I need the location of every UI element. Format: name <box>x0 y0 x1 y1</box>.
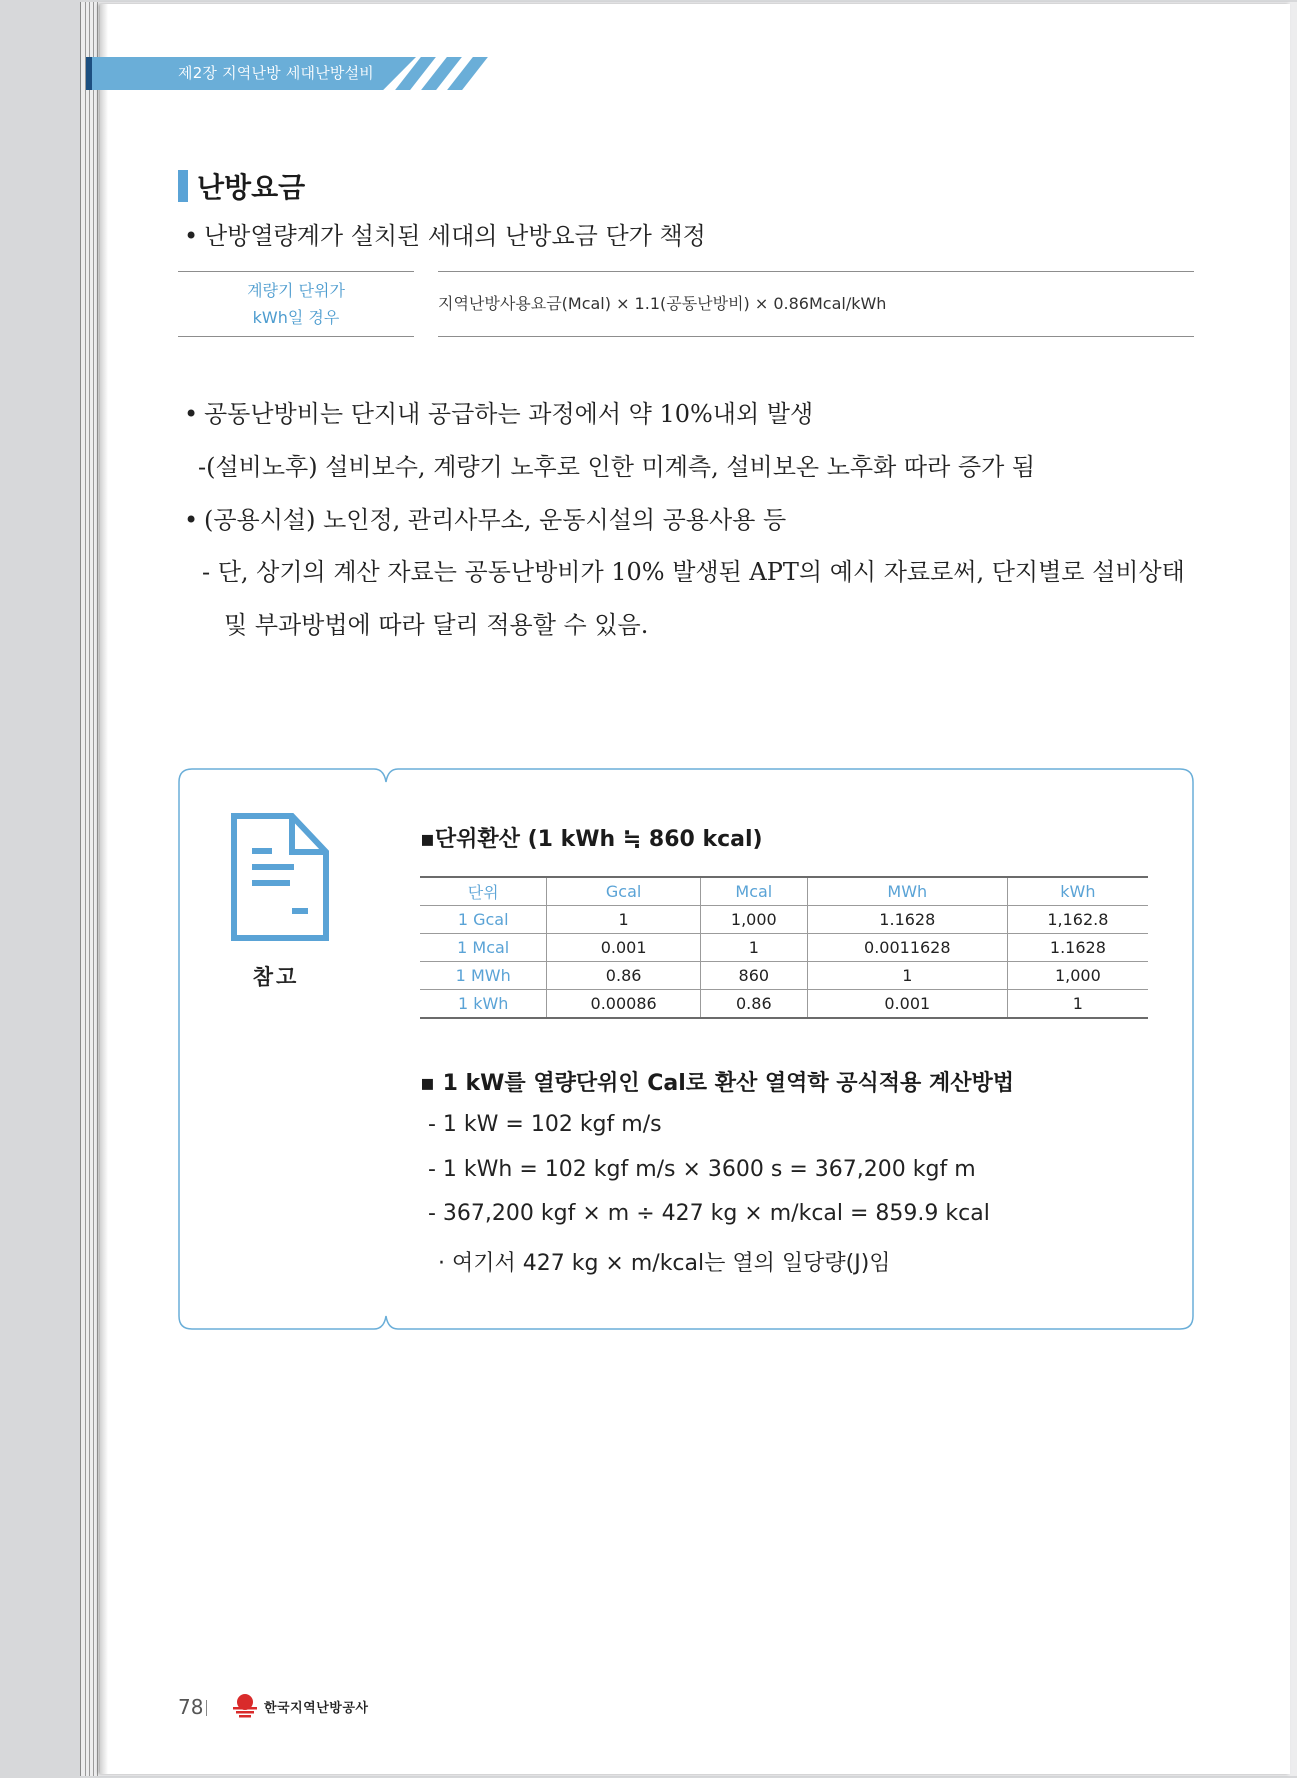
note-line-2: 및 부과방법에 따라 달리 적용할 수 있음. <box>224 611 649 639</box>
sub-item-equipment-aging: -(설비노후) 설비보수, 계량기 노후로 인한 미계측, 설비보온 노후화 따라 증가 됨 <box>198 453 1036 481</box>
table-row <box>420 990 1148 1019</box>
table-cell: 0.86 <box>547 962 700 990</box>
formula-text: 지역난방사용요금(Mcal) × 1.1(공동난방비) × 0.86Mcal/kWh <box>438 294 887 313</box>
table-header: Gcal <box>547 877 700 906</box>
table-cell: 0.00086 <box>547 990 700 1019</box>
method-title: ▪ 1 kW를 열량단위인 Cal로 환산 열역학 공식적용 계산방법 <box>420 1071 1014 1096</box>
table-cell: 0.001 <box>547 934 700 962</box>
table-cell: 1 Gcal <box>420 906 547 934</box>
table-cell: 1.1628 <box>1007 934 1148 962</box>
table-cell: 1 <box>807 962 1007 990</box>
table-header: kWh <box>1007 877 1148 906</box>
table-row <box>420 906 1148 934</box>
table-cell: 1 kWh <box>420 990 547 1019</box>
table-header: 단위 <box>420 877 547 906</box>
table-row <box>420 934 1148 962</box>
table-cell: 0.86 <box>700 990 807 1019</box>
table-cell: 1 Mcal <box>420 934 547 962</box>
reference-box <box>178 768 1194 1330</box>
calc-line-2: - 1 kWh = 102 kgf m/s × 3600 s = 367,200 kgf m <box>428 1157 976 1182</box>
section-bar <box>178 170 188 202</box>
table-cell: 1 <box>700 934 807 962</box>
table-cell: 860 <box>700 962 807 990</box>
page-number: 78 <box>178 1695 204 1719</box>
formula-row <box>178 271 1194 337</box>
chapter-title: 제2장 지역난방 세대난방설비 <box>178 64 374 82</box>
table-cell: 1,000 <box>700 906 807 934</box>
table-header-row <box>420 877 1148 906</box>
document-icon <box>230 812 330 942</box>
table-header: Mcal <box>700 877 807 906</box>
table-cell: 0.001 <box>807 990 1007 1019</box>
company-name: 한국지역난방공사 <box>264 1701 369 1716</box>
bullet-common-heating: • 공동난방비는 단지내 공급하는 과정에서 약 10%내외 발생 <box>184 400 814 428</box>
bullet-common-facilities: • (공용시설) 노인정, 관리사무소, 운동시설의 공용사용 등 <box>184 506 787 534</box>
page-separator <box>206 1700 207 1716</box>
reference-label: 참고 <box>252 965 300 989</box>
table-row <box>420 962 1148 990</box>
company-logo-icon <box>230 1690 260 1720</box>
table-cell: 1,000 <box>1007 962 1148 990</box>
chapter-tab-accent <box>86 57 92 90</box>
table-cell: 1 <box>1007 990 1148 1019</box>
section-title: 난방요금 <box>197 171 306 204</box>
table-header: MWh <box>807 877 1007 906</box>
formula-label: 계량기 단위가 kWh일 경우 <box>247 281 345 327</box>
conversion-table <box>420 876 1148 1019</box>
calc-line-3: - 367,200 kgf × m ÷ 427 kg × m/kcal = 859.9 kcal <box>428 1201 990 1226</box>
note-line-1: - 단, 상기의 계산 자료는 공동난방비가 10% 발생된 APT의 예시 자료로써, 단지별로 설비상태 <box>202 558 1185 586</box>
conversion-title: ▪단위환산 (1 kWh ≒ 860 kcal) <box>420 827 763 852</box>
calc-line-4: · 여기서 427 kg × m/kcal는 열의 일당량(J)임 <box>438 1251 891 1276</box>
bullet-heating-meter: • 난방열량계가 설치된 세대의 난방요금 단가 책정 <box>184 222 706 250</box>
table-cell: 0.0011628 <box>807 934 1007 962</box>
table-cell: 1 MWh <box>420 962 547 990</box>
calc-line-1: - 1 kW = 102 kgf m/s <box>428 1112 662 1137</box>
table-cell: 1.1628 <box>807 906 1007 934</box>
spine-shadow <box>100 4 108 1774</box>
table-cell: 1,162.8 <box>1007 906 1148 934</box>
table-cell: 1 <box>547 906 700 934</box>
